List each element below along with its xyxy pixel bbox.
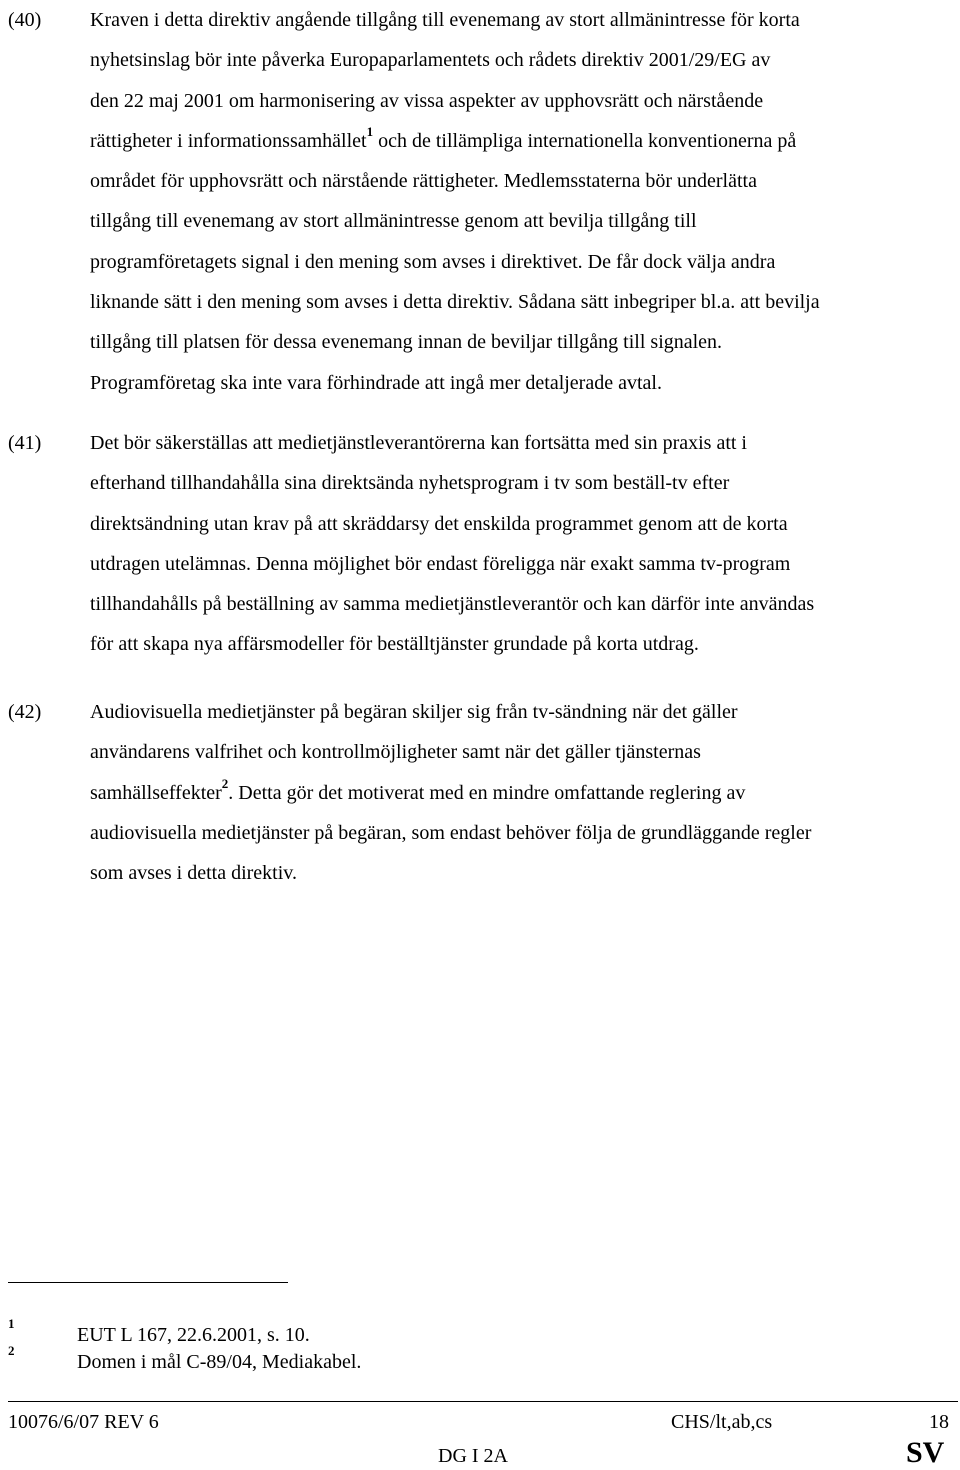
text-line-with-footnote (90, 121, 958, 161)
text-line-with-footnote (90, 773, 958, 813)
text-line: Programföretag ska inte vara förhindrade att ingå mer detaljerade avtal. (90, 371, 662, 394)
text-line: för att skapa nya affärsmodeller för beställtjänster grundade på korta utdrag. (90, 633, 699, 656)
text-line: Audiovisuella medietjänster på begäran skiljer sig från tv-sändning när det gäller (90, 701, 738, 723)
text-line: tillhandahålls på beställning av samma medietjänstleverantör och kan därför inte användas (90, 593, 815, 616)
text-fragment: samhällseffekter (90, 781, 222, 804)
footnote-mark: 2 (8, 1343, 15, 1358)
footer-divider (8, 1401, 958, 1402)
text-line: som avses i detta direktiv. (90, 862, 297, 885)
text-line: Det bör säkerställas att medietjänstleverantörerna kan fortsätta med sin praxis att i (90, 432, 747, 454)
footnote-reference[interactable]: 1 (366, 124, 374, 140)
text-line: användarens valfrihet och kontrollmöjligheter samt när det gäller tjänsternas (90, 741, 701, 764)
footnote-text: EUT L 167, 22.6.2001, s. 10. (77, 1324, 310, 1346)
text-line: den 22 maj 2001 om harmonisering av vissa aspekter av upphovsrätt och närstående (90, 89, 764, 112)
text-fragment: rättigheter i informationssamhället (90, 129, 367, 152)
text-line: liknande sätt i den mening som avses i detta direktiv. Sådana sätt inbegriper bl.a. att bevilja (90, 291, 820, 314)
paragraph-text (90, 423, 958, 665)
language-code: SV (906, 1436, 945, 1469)
document-reference: CHS/lt,ab,cs (671, 1411, 773, 1433)
text-fragment: och de tillämpliga internationella konventionerna på (373, 129, 797, 152)
paragraph-number: (42) (8, 701, 42, 723)
paragraph-text (90, 692, 958, 893)
text-fragment: . Detta gör det motiverat med en mindre omfattande reglering av (228, 781, 746, 804)
footnote-text: Domen i mål C-89/04, Mediakabel. (77, 1351, 362, 1373)
text-line: nyhetsinslag bör inte påverka Europaparlamentets och rådets direktiv 2001/29/EG av (90, 49, 771, 72)
text-line: utdragen utelämnas. Denna möjlighet bör endast föreligga när exakt samma tv-program (90, 552, 791, 575)
footnote-mark: 1 (8, 1316, 15, 1331)
paragraph-text (90, 0, 958, 403)
text-line: direktsändning utan krav på att skräddarsy det enskilda programmet genom att de korta (90, 512, 788, 535)
footnote-2 (0, 1343, 960, 1377)
paragraph-number: (41) (8, 432, 42, 454)
text-line: tillgång till evenemang av stort allmänintresse genom att bevilja tillgång till (90, 210, 697, 233)
text-line: programföretagets signal i den mening som avses i direktivet. De får dock välja andra (90, 250, 776, 273)
document-number: 10076/6/07 REV 6 (8, 1411, 159, 1433)
text-line: audiovisuella medietjänster på begäran, som endast behöver följa de grundläggande regler (90, 821, 812, 844)
footnote-divider (8, 1282, 288, 1283)
page-number: 18 (929, 1411, 949, 1433)
footnote-reference[interactable]: 2 (221, 775, 229, 791)
text-line: tillgång till platsen för dessa evenemang innan de beviljar tillgång till signalen. (90, 331, 723, 354)
footnote-1 (0, 1316, 960, 1350)
text-line: Kraven i detta direktiv angående tillgång till evenemang av stort allmänintresse för korta (90, 9, 800, 31)
text-line: området för upphovsrätt och närstående rättigheter. Medlemsstaterna bör underlätta (90, 170, 757, 193)
paragraph-number: (40) (8, 9, 42, 31)
text-line: efterhand tillhandahålla sina direktsända nyhetsprogram i tv som beställ-tv efter (90, 472, 730, 495)
directorate-label: DG I 2A (438, 1445, 508, 1467)
